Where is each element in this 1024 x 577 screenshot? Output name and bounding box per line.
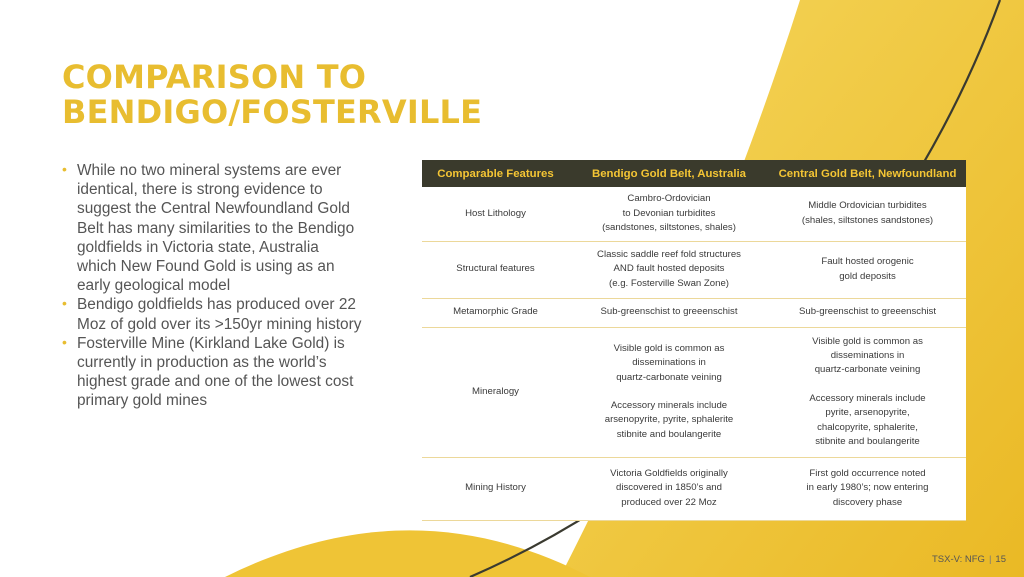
header-comparable-features: Comparable Features [422, 160, 569, 187]
bendigo-cell [569, 298, 769, 327]
central-cell [769, 327, 966, 457]
feature-cell: Host Lithology [422, 187, 569, 241]
cell-line: stibnite and boulangerite [815, 436, 920, 448]
bullet-text: While no two mineral systems are ever identical, there is strong evidence to suggest the Central Newfoundland Gold Belt has many similarities to the Bendigo goldfields in Victoria state, Australia which New Found Gold is using as an early geological model [77, 162, 355, 295]
cell-line: Visible gold is common as [613, 342, 725, 354]
bendigo-cell [569, 457, 769, 520]
cell-line: pyrite, arsenopyrite, [825, 407, 910, 419]
feature-cell: Mineralogy [422, 327, 569, 457]
cell-line: quartz-carbonate veining [616, 371, 722, 383]
bullet-dot-icon: • [62, 333, 67, 350]
central-cell [769, 187, 966, 241]
page-title [62, 60, 482, 130]
footer [932, 554, 1006, 565]
cell-line: quartz-carbonate veining [814, 364, 921, 376]
cell-line: produced over 22 Moz [621, 496, 717, 508]
cell-line: (shales, siltstones sandstones) [801, 214, 934, 226]
central-cell [769, 241, 966, 298]
cell-line: Visible gold is common as [812, 335, 923, 347]
cell-line: gold deposits [839, 270, 896, 282]
cell-line: discovery phase [832, 496, 903, 508]
cell-line: arsenopyrite, pyrite, sphalerite [604, 414, 734, 426]
feature-cell: Metamorphic Grade [422, 298, 569, 327]
cell-line: (e.g. Fosterville Swan Zone) [609, 277, 729, 289]
comparison-table [422, 160, 966, 521]
feature-cell: Mining History [422, 457, 569, 520]
bullet-text: Fosterville Mine (Kirkland Lake Gold) is currently in production as the world’s highest grade and one of the lowest cost primary gold mines [77, 334, 354, 410]
bullet-text: Bendigo goldfields has produced over 22 Moz of gold over its >150yr mining history [77, 296, 362, 333]
title-line-1: COMPARISON TO [62, 58, 367, 96]
cell-line: disseminations in [830, 349, 905, 361]
page-number: 15 [995, 554, 1006, 565]
bullet-dot-icon: • [62, 161, 67, 177]
footer-separator: | [988, 554, 992, 565]
cell-line: AND fault hosted deposits [613, 263, 725, 275]
bullet-item [62, 334, 362, 411]
bendigo-cell [569, 327, 769, 457]
central-cell [769, 298, 966, 327]
table-body [422, 187, 966, 520]
bullet-item [62, 161, 362, 295]
table-row [422, 298, 966, 327]
cell-line: Fault hosted orogenic [821, 256, 914, 268]
cell-line: chalcopyrite, sphalerite, [817, 421, 918, 433]
bullet-dot-icon: • [62, 295, 67, 312]
bendigo-cell [569, 241, 769, 298]
table-header-row [422, 160, 966, 187]
cell-line: discovered in 1850’s and [616, 482, 722, 494]
table-row [422, 327, 966, 457]
cell-line: to Devonian turbidites [622, 207, 716, 219]
cell-line: Accessory minerals include [809, 392, 926, 404]
cell-line [773, 378, 962, 392]
cell-line: in early 1980’s; now entering [806, 482, 929, 494]
title-line-2: BENDIGO/FOSTERVILLE [62, 93, 483, 131]
header-central: Central Gold Belt, Newfoundland [769, 160, 966, 187]
cell-line: First gold occurrence noted [809, 467, 926, 479]
bullet-list [62, 161, 362, 411]
cell-line: stibnite and boulangerite [616, 428, 722, 440]
table-row [422, 241, 966, 298]
cell-line: Sub-greenschist to greeenschist [798, 306, 937, 318]
bullet-item [62, 295, 362, 333]
table-row [422, 187, 966, 241]
cell-line: Cambro-Ordovician [627, 193, 711, 205]
cell-line: Classic saddle reef fold structures [597, 248, 741, 260]
feature-cell: Structural features [422, 241, 569, 298]
table-row [422, 457, 966, 520]
footer-ticker: TSX-V: NFG [931, 554, 985, 565]
cell-line: Victoria Goldfields originally [610, 467, 728, 479]
bendigo-cell [569, 187, 769, 241]
cell-line: (sandstones, siltstones, shales) [602, 221, 736, 233]
central-cell [769, 457, 966, 520]
cell-line: Middle Ordovician turbidites [808, 200, 927, 212]
cell-line: Accessory minerals include [610, 400, 728, 411]
header-bendigo: Bendigo Gold Belt, Australia [569, 160, 769, 187]
cell-line [573, 385, 765, 399]
cell-line: Sub-greenschist to greeenschist [600, 306, 738, 318]
cell-line: disseminations in [632, 357, 706, 369]
